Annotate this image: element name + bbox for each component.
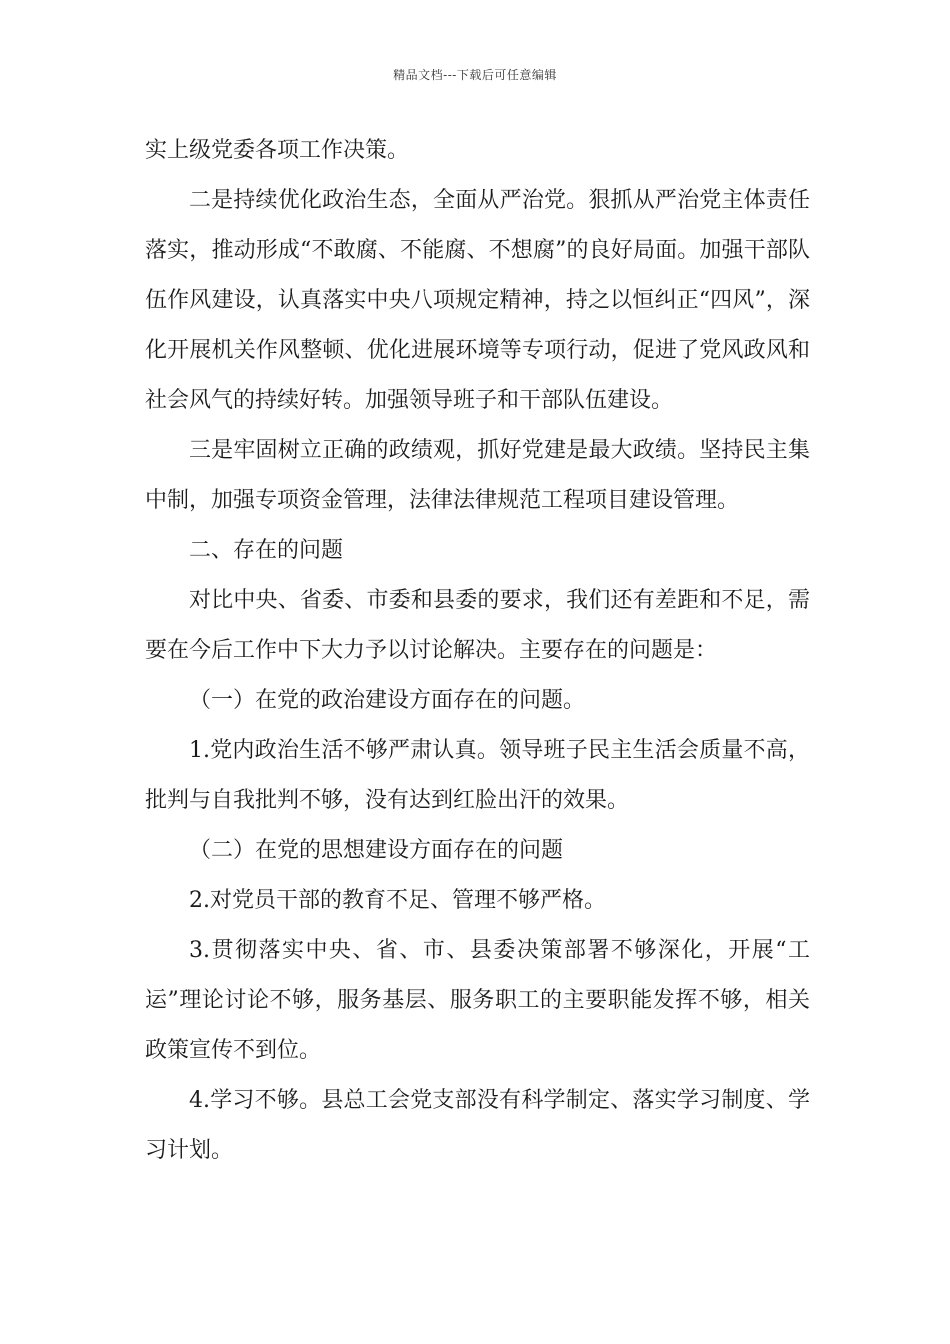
item-1: 1.党内政治生活不够严肃认真。领导班子民主生活会质量不高，批判与自我批判不够，没有达到红脸出汗的效果。 [145,738,810,813]
subheading-political: （一）在党的政治建设方面存在的问题。 [189,688,586,713]
subheading-ideological: （二）在党的思想建设方面存在的问题 [189,838,564,863]
paragraph-5: 对比中央、省委、市委和县委的要求，我们还有差距和不足，需要在今后工作中下大力予以讨论解决。主要存在的问题是： [145,588,810,663]
page-header: 精品文档---下载后可任意编辑 [393,68,557,82]
paragraph-1: 实上级党委各项工作决策。 [145,138,410,163]
paragraph-3: 三是牢固树立正确的政绩观，抓好党建是最大政绩。坚持民主集中制，加强专项资金管理，法律法律规范工程项目建设管理。 [145,438,810,513]
paragraph-2: 二是持续优化政治生态，全面从严治党。狠抓从严治党主体责任落实，推动形成“不敢腐、不能腐、不想腐”的良好局面。加强干部队伍作风建设，认真落实中央八项规定精神，持之以恒纠正“四风”，深化开展机关作风整顿、优化进展环境等专项行动，促进了党风政风和社会风气的持续好转。加强领导班子和干部队伍建设。 [145,188,810,413]
item-2: 2.对党员干部的教育不足、管理不够严格。 [189,888,606,913]
item-4: 4.学习不够。县总工会党支部没有科学制定、落实学习制度、学习计划。 [145,1088,810,1163]
item-3: 3.贯彻落实中央、省、市、县委决策部署不够深化，开展“工运”理论讨论不够，服务基层、服务职工的主要职能发挥不够，相关政策宣传不到位。 [145,938,810,1063]
document-body [145,126,810,1176]
section-heading-problems: 二、存在的问题 [189,538,344,563]
